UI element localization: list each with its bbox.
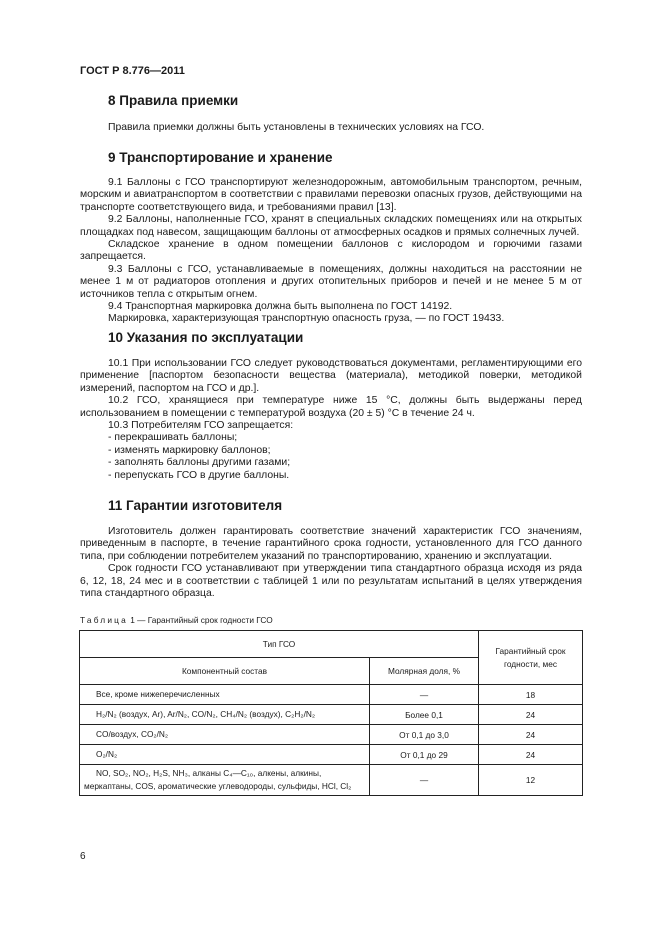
- list-item: - перепускать ГСО в другие баллоны.: [108, 469, 290, 481]
- section-11-body: [80, 526, 582, 600]
- cell-composition: H₂/N₂ (воздух, Ar), Ar/N₂, CO/N₂, CH₄/N₂ (воздух), C₂H₂/N₂: [80, 705, 370, 725]
- document-header: ГОСТ Р 8.776—2011: [80, 65, 185, 77]
- section-10-body: [80, 358, 582, 482]
- cell-term: 24: [479, 705, 583, 725]
- table-row: [80, 725, 583, 745]
- paragraph: 9.2 Баллоны, наполненные ГСО, хранят в специальных складских помещениях или на открытых площадках под навесом, защищающим баллоны от атмосферных осадков и прямых солнечных лучей.: [80, 214, 582, 238]
- paragraph: Маркировка, характеризующая транспортную опасность груза, — по ГОСТ 19433.: [108, 313, 505, 325]
- cell-molar-fraction: От 0,1 до 3,0: [370, 725, 479, 745]
- table-row: [80, 685, 583, 705]
- paragraph: 10.3 Потребителям ГСО запрещается:: [108, 420, 294, 432]
- section-8-title: 8 Правила приемки: [108, 93, 239, 108]
- cell-term: 18: [479, 685, 583, 705]
- cell-molar-fraction: —: [370, 765, 479, 796]
- cell-composition: O₂/N₂: [80, 745, 370, 765]
- paragraph: 10.2 ГСО, хранящиеся при температуре ниже 15 °С, должны быть выдержаны перед использованием в помещении с температурой воздуха (20 ± 5) °С в течение 24 ч.: [80, 395, 582, 419]
- section-8-body: [80, 122, 582, 134]
- table-row: [80, 765, 583, 796]
- section-9-body: [80, 177, 582, 326]
- section-9-title: 9 Транспортирование и хранение: [108, 150, 333, 165]
- list-item: - изменять маркировку баллонов;: [108, 444, 271, 456]
- table-caption: [80, 615, 582, 625]
- shelf-life-table: [79, 630, 583, 796]
- paragraph: Складское хранение в одном помещении баллонов с кислородом и горючими газами запрещается.: [80, 239, 582, 263]
- cell-molar-fraction: —: [370, 685, 479, 705]
- cell-composition: CO/воздух, CO₂/N₂: [80, 725, 370, 745]
- cell-composition: Все, кроме нижеперечисленных: [80, 685, 370, 705]
- table-caption-text: 1 — Гарантийный срок годности ГСО: [127, 615, 273, 625]
- paragraph: Изготовитель должен гарантировать соответствие значений характеристик ГСО значениям, приведенным в паспорте, в течение гарантийного срока годности, установленного для ГСО данного типа, при соблюдении потребителем указаний по транспортированию, хранению и эксплуатации.: [80, 526, 582, 562]
- header-molar-fraction: Молярная доля, %: [370, 658, 479, 685]
- header-composition: Компонентный состав: [80, 658, 370, 685]
- paragraph: 10.1 При использовании ГСО следует руководствоваться документами, регламентирующими его применение [паспортом безопасности вещества (материала), методикой поверки, методикой измерений, паспортом на ГСО и др.].: [80, 358, 582, 394]
- cell-molar-fraction: Более 0,1: [370, 705, 479, 725]
- cell-term: 24: [479, 745, 583, 765]
- section-11-title: 11 Гарантии изготовителя: [108, 498, 283, 513]
- table-row: [80, 705, 583, 725]
- cell-term: 24: [479, 725, 583, 745]
- page-number: 6: [80, 851, 86, 862]
- section-10-title: 10 Указания по эксплуатации: [108, 330, 304, 345]
- paragraph: 9.4 Транспортная маркировка должна быть выполнена по ГОСТ 14192.: [108, 301, 453, 313]
- paragraph: 9.3 Баллоны с ГСО, устанавливаемые в помещениях, должны находиться на расстоянии не менее 1 м от радиаторов отопления и других отопительных приборов и печей и не менее 5 м от источников тепла с открытым огнем.: [80, 263, 582, 300]
- paragraph: Срок годности ГСО устанавливают при утверждении типа стандартного образца исходя из ряда 6, 12, 18, 24 мес и в соответствии с таблицей 1 или по результатам испытаний в целях утверждения типа стандартного образца.: [80, 563, 582, 600]
- cell-composition: NO, SO₂, NO₂, H₂S, NH₃, алканы C₄—C₁₀, алкены, алкины, меркаптаны, COS, ароматические углеводороды, сульфиды, HCl, Cl₂: [80, 765, 370, 796]
- table-row: [80, 745, 583, 765]
- list-item: - перекрашивать баллоны;: [108, 432, 238, 444]
- cell-term: 12: [479, 765, 583, 796]
- table-caption-word: Таблица: [80, 615, 128, 625]
- paragraph: Правила приемки должны быть установлены в технических условиях на ГСО.: [108, 122, 485, 133]
- cell-molar-fraction: От 0,1 до 29: [370, 745, 479, 765]
- header-type: Тип ГСО: [80, 631, 479, 658]
- list-item: - заполнять баллоны другими газами;: [108, 457, 291, 469]
- header-term: Гарантийный срок годности, мес: [479, 631, 583, 685]
- paragraph: 9.1 Баллоны с ГСО транспортируют железнодорожным, автомобильным транспортом, речным, морским и авиатранспортом в соответствии с правилами перевозки опасных грузов, действующими на транспорте соответствующего вида, и требованиями правил [13].: [80, 177, 582, 213]
